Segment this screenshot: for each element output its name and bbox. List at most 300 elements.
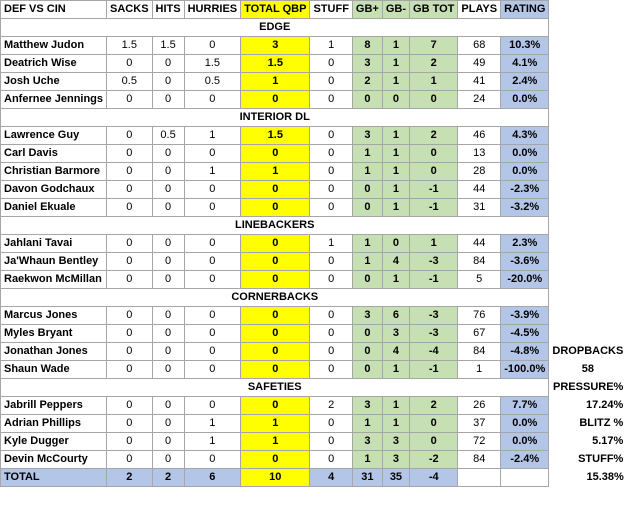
plays-cell: 84 (458, 253, 501, 271)
player-name: Shaun Wade (1, 361, 107, 379)
rating-cell: 4.1% (501, 55, 549, 73)
col-rating-header: RATING (501, 1, 549, 19)
total-qbp-cell: 0 (241, 325, 310, 343)
total-qbp-cell: 0 (241, 361, 310, 379)
rating-cell: -100.0% (501, 361, 549, 379)
plays-cell: 44 (458, 235, 501, 253)
section-label-edge: EDGE (1, 19, 549, 37)
gb-plus-cell: 3 (352, 307, 382, 325)
stuff-cell: 2 (310, 397, 352, 415)
player-row (1, 325, 627, 343)
gb-minus-cell: 1 (382, 181, 409, 199)
gb-plus-cell: 1 (352, 163, 382, 181)
total-sacks: 2 (107, 469, 153, 487)
hurries-cell: 0 (184, 343, 241, 361)
hits-cell: 0 (152, 307, 184, 325)
gb-plus-cell: 2 (352, 73, 382, 91)
stuff-cell: 0 (310, 163, 352, 181)
side-empty (549, 217, 627, 235)
hits-cell: 0 (152, 325, 184, 343)
hurries-cell: 0 (184, 199, 241, 217)
player-row (1, 253, 627, 271)
section-row-linebackers (1, 217, 627, 235)
gb-plus-cell: 0 (352, 361, 382, 379)
hurries-cell: 0 (184, 307, 241, 325)
player-name: Lawrence Guy (1, 127, 107, 145)
player-row (1, 451, 627, 469)
total-qbp-cell: 0 (241, 145, 310, 163)
plays-cell: 5 (458, 271, 501, 289)
player-name: Daniel Ekuale (1, 199, 107, 217)
player-name: Marcus Jones (1, 307, 107, 325)
header-row (1, 1, 627, 19)
total-qbp-cell: 0 (241, 181, 310, 199)
hurries-cell: 1 (184, 433, 241, 451)
gb-minus-cell: 6 (382, 307, 409, 325)
player-row (1, 235, 627, 253)
side-empty (549, 289, 627, 307)
rating-cell: 7.7% (501, 397, 549, 415)
gb-tot-cell: -1 (410, 181, 458, 199)
sacks-cell: 0 (107, 307, 153, 325)
side-empty (549, 91, 627, 109)
total-plays-empty (458, 469, 501, 487)
plays-cell: 44 (458, 181, 501, 199)
player-row (1, 55, 627, 73)
player-row (1, 397, 627, 415)
hits-cell: 0 (152, 433, 184, 451)
side-empty (549, 37, 627, 55)
player-name: Devin McCourty (1, 451, 107, 469)
hits-cell: 0 (152, 91, 184, 109)
player-name: Davon Godchaux (1, 181, 107, 199)
gb-tot-cell: 7 (410, 37, 458, 55)
sacks-cell: 0 (107, 343, 153, 361)
col-total-qbp-header: TOTAL QBP (241, 1, 310, 19)
blitz-label: BLITZ % (549, 415, 627, 433)
side-empty (549, 325, 627, 343)
gb-plus-cell: 1 (352, 253, 382, 271)
gb-minus-cell: 1 (382, 397, 409, 415)
stuff-cell: 0 (310, 199, 352, 217)
total-qbp-cell: 0 (241, 307, 310, 325)
stuff-cell: 0 (310, 91, 352, 109)
stuff-pct-label: STUFF% (549, 451, 627, 469)
hurries-cell: 0 (184, 253, 241, 271)
hits-cell: 0 (152, 271, 184, 289)
total-hurries: 6 (184, 469, 241, 487)
total-gb-tot: -4 (410, 469, 458, 487)
hurries-cell: 0 (184, 91, 241, 109)
gb-plus-cell: 3 (352, 55, 382, 73)
hurries-cell: 0 (184, 451, 241, 469)
hurries-cell: 0 (184, 325, 241, 343)
player-name: Jabrill Peppers (1, 397, 107, 415)
gb-minus-cell: 4 (382, 343, 409, 361)
plays-cell: 46 (458, 127, 501, 145)
gb-plus-cell: 0 (352, 271, 382, 289)
gb-plus-cell: 3 (352, 397, 382, 415)
total-qbp-cell: 0 (241, 343, 310, 361)
gb-tot-cell: 1 (410, 73, 458, 91)
stuff-cell: 0 (310, 433, 352, 451)
sacks-cell: 0 (107, 181, 153, 199)
total-qbp-cell: 0 (241, 397, 310, 415)
plays-cell: 72 (458, 433, 501, 451)
plays-cell: 76 (458, 307, 501, 325)
rating-cell: -3.6% (501, 253, 549, 271)
total-qbp-cell: 0 (241, 253, 310, 271)
side-empty (549, 145, 627, 163)
gb-minus-cell: 1 (382, 271, 409, 289)
sacks-cell: 0 (107, 91, 153, 109)
side-empty (549, 127, 627, 145)
gb-plus-cell: 3 (352, 433, 382, 451)
section-row-interior (1, 109, 627, 127)
gb-plus-cell: 1 (352, 451, 382, 469)
hurries-cell: 0 (184, 271, 241, 289)
side-empty (549, 181, 627, 199)
gb-minus-cell: 1 (382, 37, 409, 55)
side-empty (549, 163, 627, 181)
gb-tot-cell: -1 (410, 199, 458, 217)
gb-minus-cell: 0 (382, 91, 409, 109)
plays-cell: 49 (458, 55, 501, 73)
col-stuff-header: STUFF (310, 1, 352, 19)
gb-tot-cell: -3 (410, 307, 458, 325)
plays-cell: 1 (458, 361, 501, 379)
rating-cell: -20.0% (501, 271, 549, 289)
stuff-cell: 0 (310, 253, 352, 271)
hits-cell: 0 (152, 451, 184, 469)
cornerbacks-group (1, 307, 627, 379)
stuff-cell: 0 (310, 361, 352, 379)
gb-tot-cell: -3 (410, 325, 458, 343)
dropbacks-value: 58 (549, 361, 627, 379)
gb-minus-cell: 1 (382, 361, 409, 379)
side-empty (549, 235, 627, 253)
hits-cell: 0 (152, 199, 184, 217)
rating-cell: 10.3% (501, 37, 549, 55)
plays-cell: 41 (458, 73, 501, 91)
side-empty (549, 1, 627, 19)
stuff-cell: 0 (310, 55, 352, 73)
sacks-cell: 0 (107, 145, 153, 163)
gb-plus-cell: 0 (352, 91, 382, 109)
sacks-cell: 0 (107, 451, 153, 469)
sacks-cell: 0 (107, 361, 153, 379)
stuff-cell: 0 (310, 73, 352, 91)
gb-tot-cell: 0 (410, 145, 458, 163)
total-qbp-cell: 1 (241, 163, 310, 181)
gb-minus-cell: 3 (382, 451, 409, 469)
gb-minus-cell: 1 (382, 127, 409, 145)
sacks-cell: 0 (107, 415, 153, 433)
edge-group (1, 37, 627, 109)
total-label: TOTAL (1, 469, 107, 487)
gb-minus-cell: 1 (382, 163, 409, 181)
player-name: Anfernee Jennings (1, 91, 107, 109)
gb-minus-cell: 1 (382, 73, 409, 91)
plays-cell: 24 (458, 91, 501, 109)
gb-tot-cell: -3 (410, 253, 458, 271)
total-qbp: 10 (241, 469, 310, 487)
sacks-cell: 0 (107, 199, 153, 217)
gb-tot-cell: 2 (410, 127, 458, 145)
interior-group (1, 127, 627, 217)
col-hits-header: HITS (152, 1, 184, 19)
player-name: Josh Uche (1, 73, 107, 91)
total-qbp-cell: 1 (241, 73, 310, 91)
total-hits: 2 (152, 469, 184, 487)
gb-tot-cell: -1 (410, 271, 458, 289)
side-empty (549, 55, 627, 73)
total-qbp-cell: 3 (241, 37, 310, 55)
col-plays-header: PLAYS (458, 1, 501, 19)
section-label-interior: INTERIOR DL (1, 109, 549, 127)
stuff-cell: 0 (310, 451, 352, 469)
rating-cell: 0.0% (501, 415, 549, 433)
gb-tot-cell: 2 (410, 55, 458, 73)
pressure-label: PRESSURE% (549, 379, 627, 397)
safeties-group (1, 397, 627, 469)
plays-cell: 26 (458, 397, 501, 415)
gb-tot-cell: -4 (410, 343, 458, 361)
gb-minus-cell: 0 (382, 235, 409, 253)
hurries-cell: 1 (184, 127, 241, 145)
rating-cell: -2.4% (501, 451, 549, 469)
rating-cell: -4.5% (501, 325, 549, 343)
player-row (1, 127, 627, 145)
gb-plus-cell: 0 (352, 343, 382, 361)
rating-cell: 0.0% (501, 433, 549, 451)
hits-cell: 0.5 (152, 127, 184, 145)
stuff-cell: 1 (310, 37, 352, 55)
total-stuff: 4 (310, 469, 352, 487)
player-name: Jonathan Jones (1, 343, 107, 361)
player-name: Kyle Dugger (1, 433, 107, 451)
player-row (1, 433, 627, 451)
plays-cell: 84 (458, 451, 501, 469)
gb-plus-cell: 1 (352, 235, 382, 253)
section-row-edge (1, 19, 627, 37)
gb-minus-cell: 1 (382, 145, 409, 163)
gb-plus-cell: 1 (352, 415, 382, 433)
rating-cell: 2.3% (501, 235, 549, 253)
hits-cell: 0 (152, 163, 184, 181)
hits-cell: 0 (152, 415, 184, 433)
sacks-cell: 0 (107, 127, 153, 145)
gb-plus-cell: 8 (352, 37, 382, 55)
player-name: Raekwon McMillan (1, 271, 107, 289)
player-name: Jahlani Tavai (1, 235, 107, 253)
col-gb-tot-header: GB TOT (410, 1, 458, 19)
hurries-cell: 0 (184, 235, 241, 253)
plays-cell: 37 (458, 415, 501, 433)
stuff-cell: 0 (310, 343, 352, 361)
sacks-cell: 0 (107, 325, 153, 343)
gb-tot-cell: 0 (410, 415, 458, 433)
linebackers-group (1, 235, 627, 289)
rating-cell: 2.4% (501, 73, 549, 91)
player-row (1, 181, 627, 199)
hits-cell: 0 (152, 253, 184, 271)
hits-cell: 0 (152, 73, 184, 91)
gb-tot-cell: -1 (410, 361, 458, 379)
gb-minus-cell: 3 (382, 433, 409, 451)
gb-plus-cell: 1 (352, 145, 382, 163)
hurries-cell: 1 (184, 163, 241, 181)
rating-cell: 0.0% (501, 163, 549, 181)
col-sacks-header: SACKS (107, 1, 153, 19)
sacks-cell: 0 (107, 55, 153, 73)
total-qbp-cell: 0 (241, 235, 310, 253)
player-row (1, 343, 627, 361)
gb-tot-cell: 0 (410, 433, 458, 451)
hits-cell: 0 (152, 343, 184, 361)
sacks-cell: 0 (107, 253, 153, 271)
hurries-cell: 0 (184, 37, 241, 55)
blitz-value: 5.17% (549, 433, 627, 451)
hits-cell: 0 (152, 181, 184, 199)
gb-plus-cell: 0 (352, 199, 382, 217)
rating-cell: -4.8% (501, 343, 549, 361)
player-name: Carl Davis (1, 145, 107, 163)
total-qbp-cell: 0 (241, 199, 310, 217)
player-row (1, 145, 627, 163)
rating-cell: 4.3% (501, 127, 549, 145)
gb-tot-cell: 2 (410, 397, 458, 415)
total-qbp-cell: 1.5 (241, 127, 310, 145)
stuff-cell: 0 (310, 127, 352, 145)
stuff-cell: 0 (310, 307, 352, 325)
stuff-pct-value: 15.38% (549, 469, 627, 487)
stuff-cell: 1 (310, 235, 352, 253)
gb-tot-cell: 0 (410, 163, 458, 181)
sacks-cell: 0 (107, 397, 153, 415)
hurries-cell: 0 (184, 181, 241, 199)
side-empty (549, 19, 627, 37)
rating-cell: -2.3% (501, 181, 549, 199)
gb-minus-cell: 3 (382, 325, 409, 343)
side-empty (549, 253, 627, 271)
section-row-cornerbacks (1, 289, 627, 307)
total-qbp-cell: 0 (241, 451, 310, 469)
rating-cell: 0.0% (501, 91, 549, 109)
hurries-cell: 0 (184, 361, 241, 379)
side-empty (549, 109, 627, 127)
hurries-cell: 1.5 (184, 55, 241, 73)
sacks-cell: 0.5 (107, 73, 153, 91)
plays-cell: 68 (458, 37, 501, 55)
player-row (1, 199, 627, 217)
section-label-cornerbacks: CORNERBACKS (1, 289, 549, 307)
player-row (1, 91, 627, 109)
total-qbp-cell: 0 (241, 91, 310, 109)
gb-plus-cell: 0 (352, 325, 382, 343)
dropbacks-label: DROPBACKS (549, 343, 627, 361)
section-row-safeties (1, 379, 627, 397)
table-title: DEF VS CIN (1, 1, 107, 19)
plays-cell: 13 (458, 145, 501, 163)
player-row (1, 415, 627, 433)
sacks-cell: 1.5 (107, 37, 153, 55)
total-qbp-cell: 1 (241, 415, 310, 433)
stuff-cell: 0 (310, 145, 352, 163)
side-empty (549, 271, 627, 289)
sacks-cell: 0 (107, 235, 153, 253)
side-empty (549, 307, 627, 325)
total-gb-plus: 31 (352, 469, 382, 487)
player-row (1, 163, 627, 181)
player-name: Christian Barmore (1, 163, 107, 181)
player-name: Adrian Phillips (1, 415, 107, 433)
rating-cell: 0.0% (501, 145, 549, 163)
hits-cell: 0 (152, 55, 184, 73)
gb-minus-cell: 1 (382, 199, 409, 217)
rating-cell: -3.2% (501, 199, 549, 217)
hits-cell: 0 (152, 145, 184, 163)
hurries-cell: 0 (184, 145, 241, 163)
player-row (1, 73, 627, 91)
player-name: Matthew Judon (1, 37, 107, 55)
pressure-value: 17.24% (549, 397, 627, 415)
total-qbp-cell: 0 (241, 271, 310, 289)
plays-cell: 28 (458, 163, 501, 181)
player-row (1, 271, 627, 289)
stuff-cell: 0 (310, 415, 352, 433)
gb-minus-cell: 1 (382, 415, 409, 433)
hurries-cell: 1 (184, 415, 241, 433)
gb-plus-cell: 3 (352, 127, 382, 145)
rating-cell: -3.9% (501, 307, 549, 325)
total-qbp-cell: 1.5 (241, 55, 310, 73)
gb-minus-cell: 1 (382, 55, 409, 73)
total-gb-minus: 35 (382, 469, 409, 487)
gb-tot-cell: 0 (410, 91, 458, 109)
player-row (1, 361, 627, 379)
player-name: Deatrich Wise (1, 55, 107, 73)
total-qbp-cell: 1 (241, 433, 310, 451)
hits-cell: 0 (152, 397, 184, 415)
col-gb-minus-header: GB- (382, 1, 409, 19)
total-row (1, 469, 627, 487)
section-label-linebackers: LINEBACKERS (1, 217, 549, 235)
hurries-cell: 0 (184, 397, 241, 415)
plays-cell: 67 (458, 325, 501, 343)
stuff-cell: 0 (310, 325, 352, 343)
hurries-cell: 0.5 (184, 73, 241, 91)
total-rating-empty (501, 469, 549, 487)
hits-cell: 0 (152, 235, 184, 253)
stuff-cell: 0 (310, 271, 352, 289)
hits-cell: 0 (152, 361, 184, 379)
plays-cell: 84 (458, 343, 501, 361)
gb-tot-cell: 1 (410, 235, 458, 253)
side-empty (549, 199, 627, 217)
player-row (1, 307, 627, 325)
side-empty (549, 73, 627, 91)
stuff-cell: 0 (310, 181, 352, 199)
sacks-cell: 0 (107, 271, 153, 289)
sacks-cell: 0 (107, 433, 153, 451)
gb-minus-cell: 4 (382, 253, 409, 271)
col-gb-plus-header: GB+ (352, 1, 382, 19)
plays-cell: 31 (458, 199, 501, 217)
player-row (1, 37, 627, 55)
player-name: Myles Bryant (1, 325, 107, 343)
player-name: Ja'Whaun Bentley (1, 253, 107, 271)
